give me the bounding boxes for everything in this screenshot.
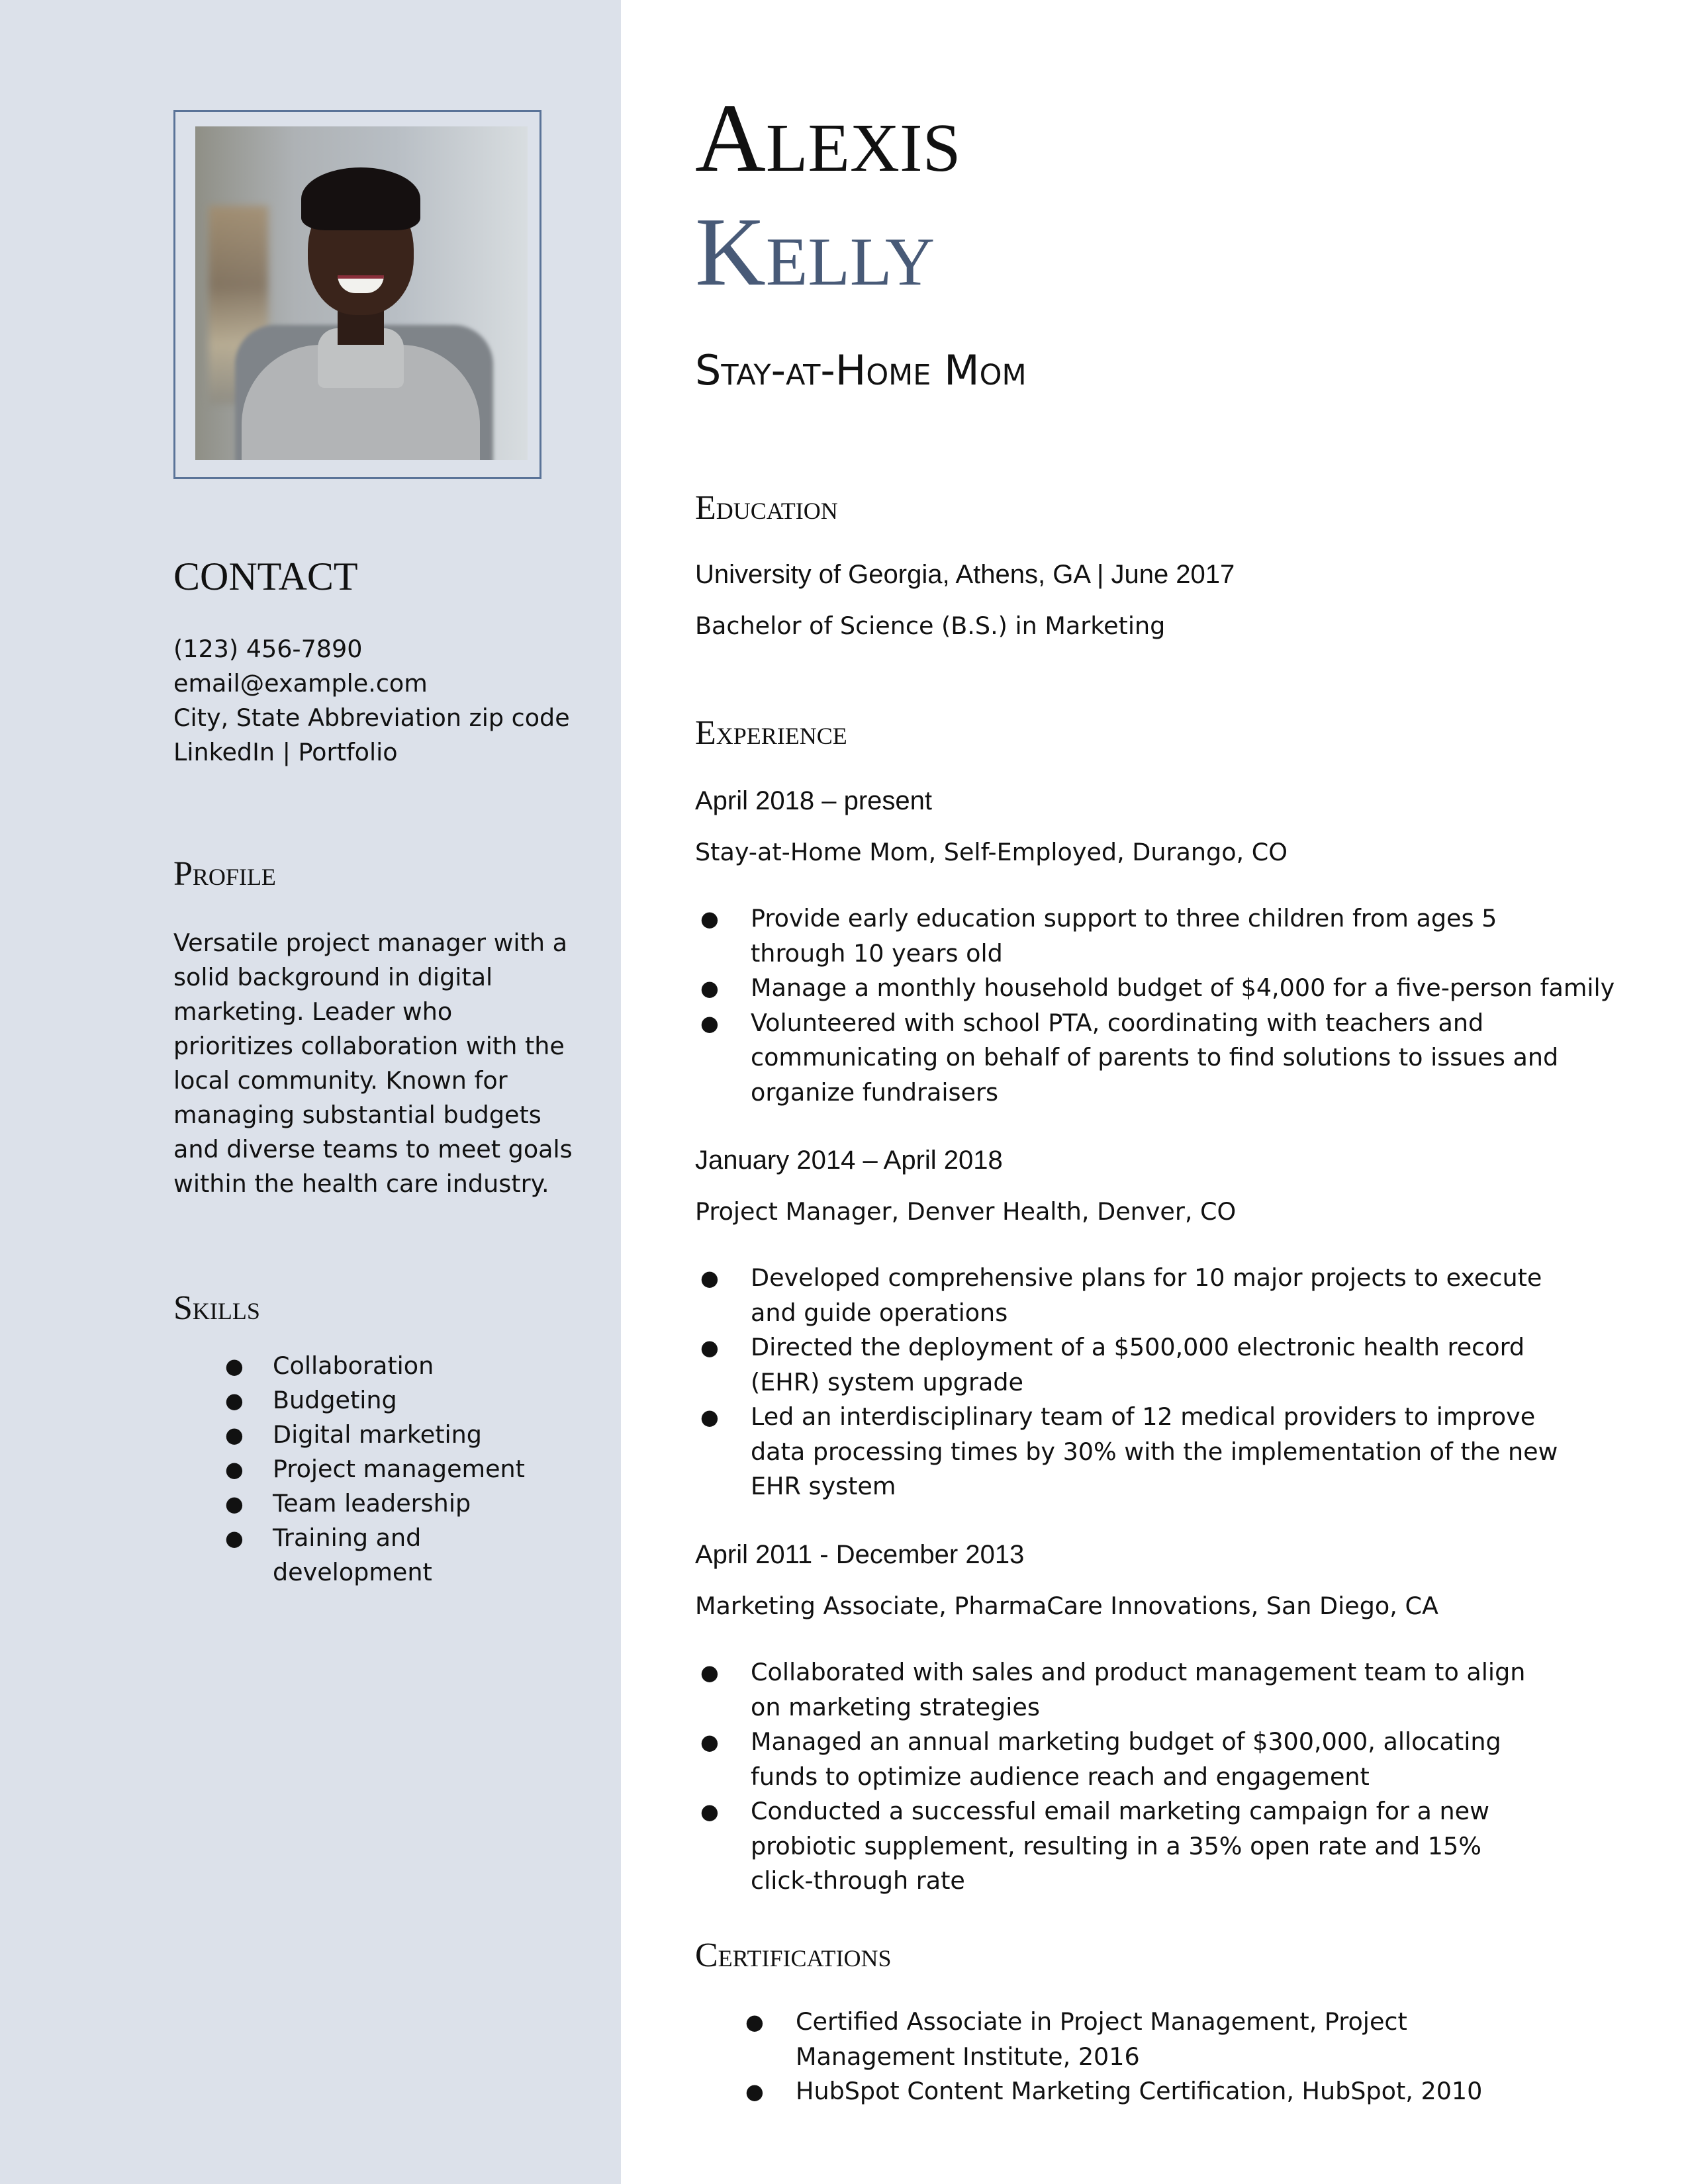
sidebar	[0, 0, 621, 2184]
skill-item: ● Training and development	[225, 1521, 525, 1590]
address: City, State Abbreviation zip code	[173, 704, 570, 732]
profile-line: prioritizes collaboration with the	[173, 1032, 565, 1060]
bullet-icon: ●	[700, 1010, 719, 1036]
skill-item: ● Team leadership	[225, 1486, 525, 1521]
bullet-icon: ●	[225, 1422, 244, 1447]
profile-photo	[195, 126, 528, 460]
experience-heading: Experience	[695, 714, 847, 752]
job-title: Stay-at-Home Mom	[695, 346, 1027, 394]
list-item: ● Directed the deployment of a $500,000 electronic health record (EHR) system upgrade	[700, 1330, 1558, 1400]
list-item: ● Led an interdisciplinary team of 12 medical providers to improve data processing times by 30% with the implementation of the new EHR system	[700, 1400, 1558, 1504]
bullet-icon: ●	[745, 2009, 764, 2034]
bullet-icon: ●	[700, 1799, 719, 1824]
last-name: Kelly	[695, 198, 935, 306]
skill-item: ● Budgeting	[225, 1383, 525, 1418]
first-name: Alexis	[695, 84, 961, 193]
bullet-icon: ●	[700, 1335, 719, 1360]
bullet-icon: ●	[700, 976, 719, 1001]
skill-item: ● Digital marketing	[225, 1418, 525, 1452]
education-heading: Education	[695, 489, 838, 527]
bullet-icon: ●	[225, 1525, 244, 1551]
degree: Bachelor of Science (B.S.) in Marketing	[695, 612, 1166, 640]
list-item: ● Volunteered with school PTA, coordinating with teachers and communicating on behalf of parents to find solutions to issues and organize fundraisers	[700, 1006, 1615, 1111]
skill-item: ● Collaboration	[225, 1349, 525, 1383]
job-dates: January 2014 – April 2018	[695, 1146, 1003, 1175]
list-item: ● Developed comprehensive plans for 10 major projects to execute and guide operations	[700, 1261, 1558, 1330]
links: LinkedIn | Portfolio	[173, 738, 398, 766]
list-item: ● Managed an annual marketing budget of $300,000, allocating funds to optimize audience reach and engagement	[700, 1725, 1525, 1794]
certifications-heading: Certifications	[695, 1936, 892, 1974]
job-role: Stay-at-Home Mom, Self-Employed, Durango, CO	[695, 838, 1288, 866]
phone-number: (123) 456-7890	[173, 635, 363, 663]
list-item: ● HubSpot Content Marketing Certification, HubSpot, 2010	[745, 2074, 1482, 2109]
list-item: ● Conducted a successful email marketing campaign for a new probiotic supplement, resulting in a 35% open rate and 15% click-through rate	[700, 1794, 1525, 1899]
bullet-icon: ●	[700, 1660, 719, 1685]
bullet-icon: ●	[700, 906, 719, 931]
list-item: ● Manage a monthly household budget of $4,000 for a five-person family	[700, 971, 1615, 1006]
bullet-icon: ●	[225, 1491, 244, 1516]
bullet-icon: ●	[225, 1388, 244, 1413]
contact-heading: CONTACT	[173, 555, 358, 598]
job-dates: April 2011 - December 2013	[695, 1540, 1025, 1569]
bullet-icon: ●	[225, 1457, 244, 1482]
job-bullets	[700, 1655, 1525, 1899]
profile-line: solid background in digital	[173, 963, 493, 991]
skill-item: ● Project management	[225, 1452, 525, 1486]
school-line: University of Georgia, Athens, GA | June 2017	[695, 560, 1235, 589]
contact-info	[173, 632, 570, 770]
job-role: Project Manager, Denver Health, Denver, CO	[695, 1197, 1237, 1226]
bullet-icon: ●	[700, 1729, 719, 1754]
profile-line: and diverse teams to meet goals	[173, 1135, 573, 1163]
job-role: Marketing Associate, PharmaCare Innovations, San Diego, CA	[695, 1592, 1438, 1620]
skills-heading: Skills	[173, 1289, 260, 1327]
job-dates: April 2018 – present	[695, 786, 933, 815]
profile-line: within the health care industry.	[173, 1169, 549, 1198]
bullet-icon: ●	[745, 2079, 764, 2104]
profile-heading: Profile	[173, 855, 276, 893]
profile-line: local community. Known for	[173, 1066, 508, 1095]
profile-line: Versatile project manager with a	[173, 929, 567, 957]
profile-summary	[173, 926, 573, 1201]
profile-photo-frame	[173, 110, 541, 479]
email-address: email@example.com	[173, 669, 428, 698]
job-bullets	[700, 1261, 1558, 1504]
skills-list	[225, 1349, 525, 1590]
bullet-icon: ●	[225, 1353, 244, 1379]
bullet-icon: ●	[700, 1404, 719, 1430]
list-item: ● Provide early education support to three children from ages 5 through 10 years old	[700, 901, 1615, 971]
profile-line: marketing. Leader who	[173, 997, 453, 1026]
list-item: ● Collaborated with sales and product management team to align on marketing strategies	[700, 1655, 1525, 1725]
job-bullets	[700, 901, 1615, 1110]
certifications-list	[745, 2005, 1482, 2109]
bullet-icon: ●	[700, 1265, 719, 1291]
profile-line: managing substantial budgets	[173, 1101, 541, 1129]
list-item: ● Certified Associate in Project Management, Project Management Institute, 2016	[745, 2005, 1482, 2074]
